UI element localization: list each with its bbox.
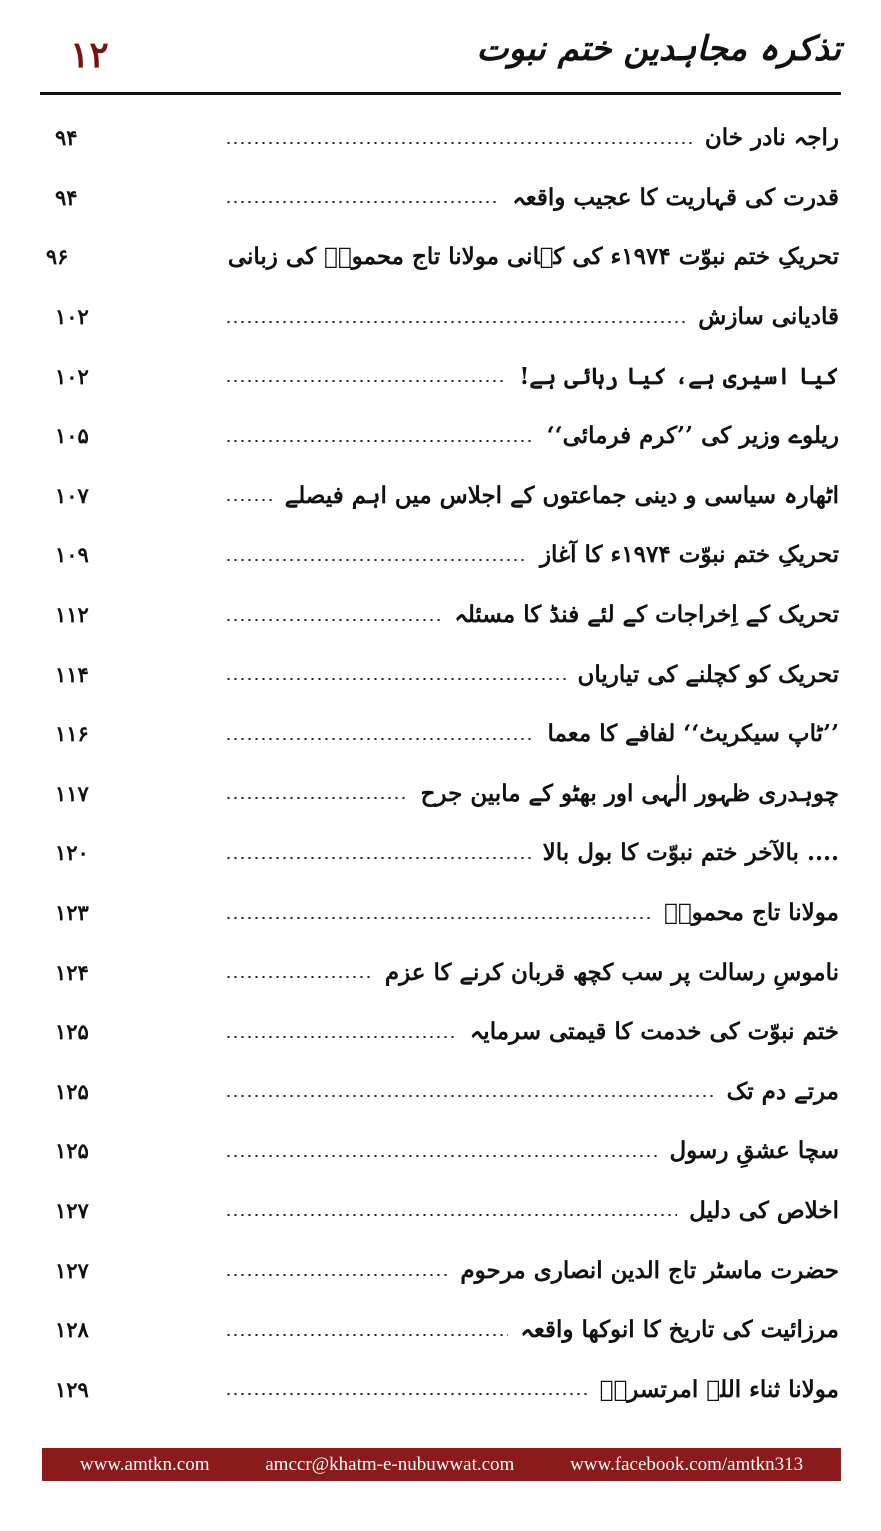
dot-leader: [225, 321, 686, 323]
toc-entry-page-number: ۱۱۲: [55, 602, 89, 628]
toc-entry-page-number: ۱۰۹: [55, 542, 89, 568]
toc-entry-page-number: ۱۱۷: [55, 780, 89, 806]
dot-leader: [225, 678, 566, 680]
toc-entry[interactable]: [55, 1181, 839, 1241]
toc-entry-title: ریلوے وزیر کی ’’کرم فرمائی‘‘: [546, 422, 839, 450]
dot-leader: [225, 857, 531, 859]
toc-entry-title: تحریک کو کچلنے کی تیاریاں: [577, 660, 839, 688]
toc-entry-page-number: ۱۰۲: [55, 304, 89, 330]
dot-leader: [225, 797, 409, 799]
toc-entry[interactable]: [55, 525, 839, 585]
toc-entry-title: مرزائیت کی تاریخ کا انوکھا واقعہ: [520, 1316, 839, 1344]
toc-entry-page-number: ۱۰۷: [55, 482, 89, 508]
toc-entry-page-number: ۱۲۰: [55, 840, 89, 866]
dot-leader: [225, 1393, 588, 1395]
toc-entry-title: قادیانی سازش: [698, 303, 839, 331]
toc-entry-title: قدرت کی قہاریت کا عجیب واقعہ: [512, 183, 839, 211]
toc-entry[interactable]: [55, 883, 839, 943]
toc-entry-title: حضرت ماسٹر تاج الدین انصاری مرحوم: [460, 1256, 839, 1284]
dot-leader: [225, 1214, 677, 1216]
toc-entry-title: تحریک کے اِخراجات کے لئے فنڈ کا مسئلہ: [454, 601, 839, 629]
toc-entry-page-number: ۱۲۵: [55, 1138, 89, 1164]
page-number: ۱۲: [70, 34, 109, 76]
toc-entry[interactable]: [55, 644, 839, 704]
toc-entry-title: مولانا تاج محمودؒ: [664, 899, 839, 927]
toc-entry[interactable]: [55, 585, 839, 645]
toc-entry-page-number: ۱۲۵: [55, 1019, 89, 1045]
page-header: [40, 18, 841, 96]
toc-entry-page-number: ۱۲۵: [55, 1078, 89, 1104]
dot-leader: [225, 738, 535, 740]
toc-entry-page-number: ۹۶: [45, 244, 69, 270]
footer-bar: [42, 1448, 841, 1481]
dot-leader: [225, 380, 507, 382]
dot-leader: [225, 917, 652, 919]
toc-entry[interactable]: [55, 108, 839, 168]
toc-entry-title: ناموسِ رسالت پر سب کچھ قربان کرنے کا عزم: [384, 958, 839, 986]
toc-entry-page-number: ۱۲۴: [55, 959, 89, 985]
toc-entry[interactable]: [55, 406, 839, 466]
toc-entry[interactable]: [55, 168, 839, 228]
dot-leader: [225, 1036, 458, 1038]
toc-entry-page-number: ۱۲۹: [55, 1376, 89, 1402]
dot-leader: [225, 142, 693, 144]
toc-entry-title: اٹھارہ سیاسی و دینی جماعتوں کے اجلاس میں اہم فیصلے: [284, 481, 839, 509]
dot-leader: [225, 201, 500, 203]
footer-email-link[interactable]: amccr@khatm-e-nubuwwat.com: [265, 1453, 515, 1475]
toc-entry-page-number: ۱۲۳: [55, 900, 89, 926]
footer-website-link[interactable]: www.amtkn.com: [79, 1453, 210, 1475]
toc-entry[interactable]: [55, 1002, 839, 1062]
book-title: تذکرہ مجاہدین ختم نبوت: [476, 29, 841, 69]
toc-entry[interactable]: [55, 942, 839, 1002]
toc-entry[interactable]: [55, 1240, 839, 1300]
toc-entry[interactable]: [55, 287, 839, 347]
dot-leader: [225, 976, 373, 978]
toc-entry-page-number: ۱۲۸: [55, 1317, 89, 1343]
toc-entry-page-number: ۱۰۲: [55, 363, 89, 389]
toc-entry-title: اخلاص کی دلیل: [689, 1196, 839, 1224]
dot-leader: [225, 499, 273, 501]
toc-entry-page-number: ۹۴: [55, 125, 78, 151]
dot-leader: [225, 559, 528, 561]
header-divider: [40, 92, 841, 95]
toc-entry[interactable]: [55, 1300, 839, 1360]
toc-entry-page-number: ۹۴: [55, 184, 78, 210]
toc-entry[interactable]: [55, 466, 839, 526]
toc-entry-title: سچا عشقِ رسول: [669, 1137, 839, 1165]
toc-entry[interactable]: [55, 704, 839, 764]
toc-entry-page-number: ۱۱۴: [55, 661, 89, 687]
toc-entry-title: کیا اسیری ہے، کیا رہائی ہے!: [519, 362, 839, 390]
toc-entry-page-number: ۱۲۷: [55, 1257, 89, 1283]
toc-entry-title: .... بالآخر ختم نبوّت کا بول بالا: [542, 839, 839, 867]
toc-entry[interactable]: [55, 1062, 839, 1122]
dot-leader: [225, 1155, 657, 1157]
toc-entry[interactable]: [55, 1121, 839, 1181]
toc-entry-page-number: ۱۱۶: [55, 721, 89, 747]
toc-entry-title: راجہ نادر خان: [704, 124, 839, 152]
toc-entry-title: تحریکِ ختم نبوّت ۱۹۷۴ء کا آغاز: [539, 541, 839, 569]
toc-entry-page-number: ۱۲۷: [55, 1197, 89, 1223]
toc-entry[interactable]: [55, 823, 839, 883]
toc-entry[interactable]: [55, 346, 839, 406]
toc-entry-title: ختم نبوّت کی خدمت کا قیمتی سرمایہ: [469, 1018, 839, 1046]
toc-entry[interactable]: [55, 764, 839, 824]
toc-entry-title: ’’ٹاپ سیکریٹ‘‘ لفافے کا معما: [547, 720, 839, 748]
footer-facebook-link[interactable]: www.facebook.com/amtkn313: [570, 1453, 804, 1475]
table-of-contents: [45, 108, 839, 1419]
toc-entry[interactable]: [45, 227, 839, 287]
dot-leader: [225, 1274, 448, 1276]
toc-entry-title: تحریکِ ختم نبوّت ۱۹۷۴ء کی کہانی مولانا تاج محمودؒ کی زبانی: [227, 243, 839, 271]
toc-entry-page-number: ۱۰۵: [55, 423, 89, 449]
dot-leader: [225, 1095, 715, 1097]
toc-entry-title: مولانا ثناء اللہ امرتسریؒ: [599, 1375, 839, 1403]
toc-entry-title: چوہدری ظہور الٰہی اور بھٹو کے مابین جرح: [420, 779, 839, 807]
dot-leader: [225, 440, 535, 442]
dot-leader: [225, 1334, 508, 1336]
dot-leader: [225, 619, 442, 621]
toc-entry[interactable]: [55, 1359, 839, 1419]
toc-entry-title: مرتے دم تک: [726, 1077, 839, 1105]
